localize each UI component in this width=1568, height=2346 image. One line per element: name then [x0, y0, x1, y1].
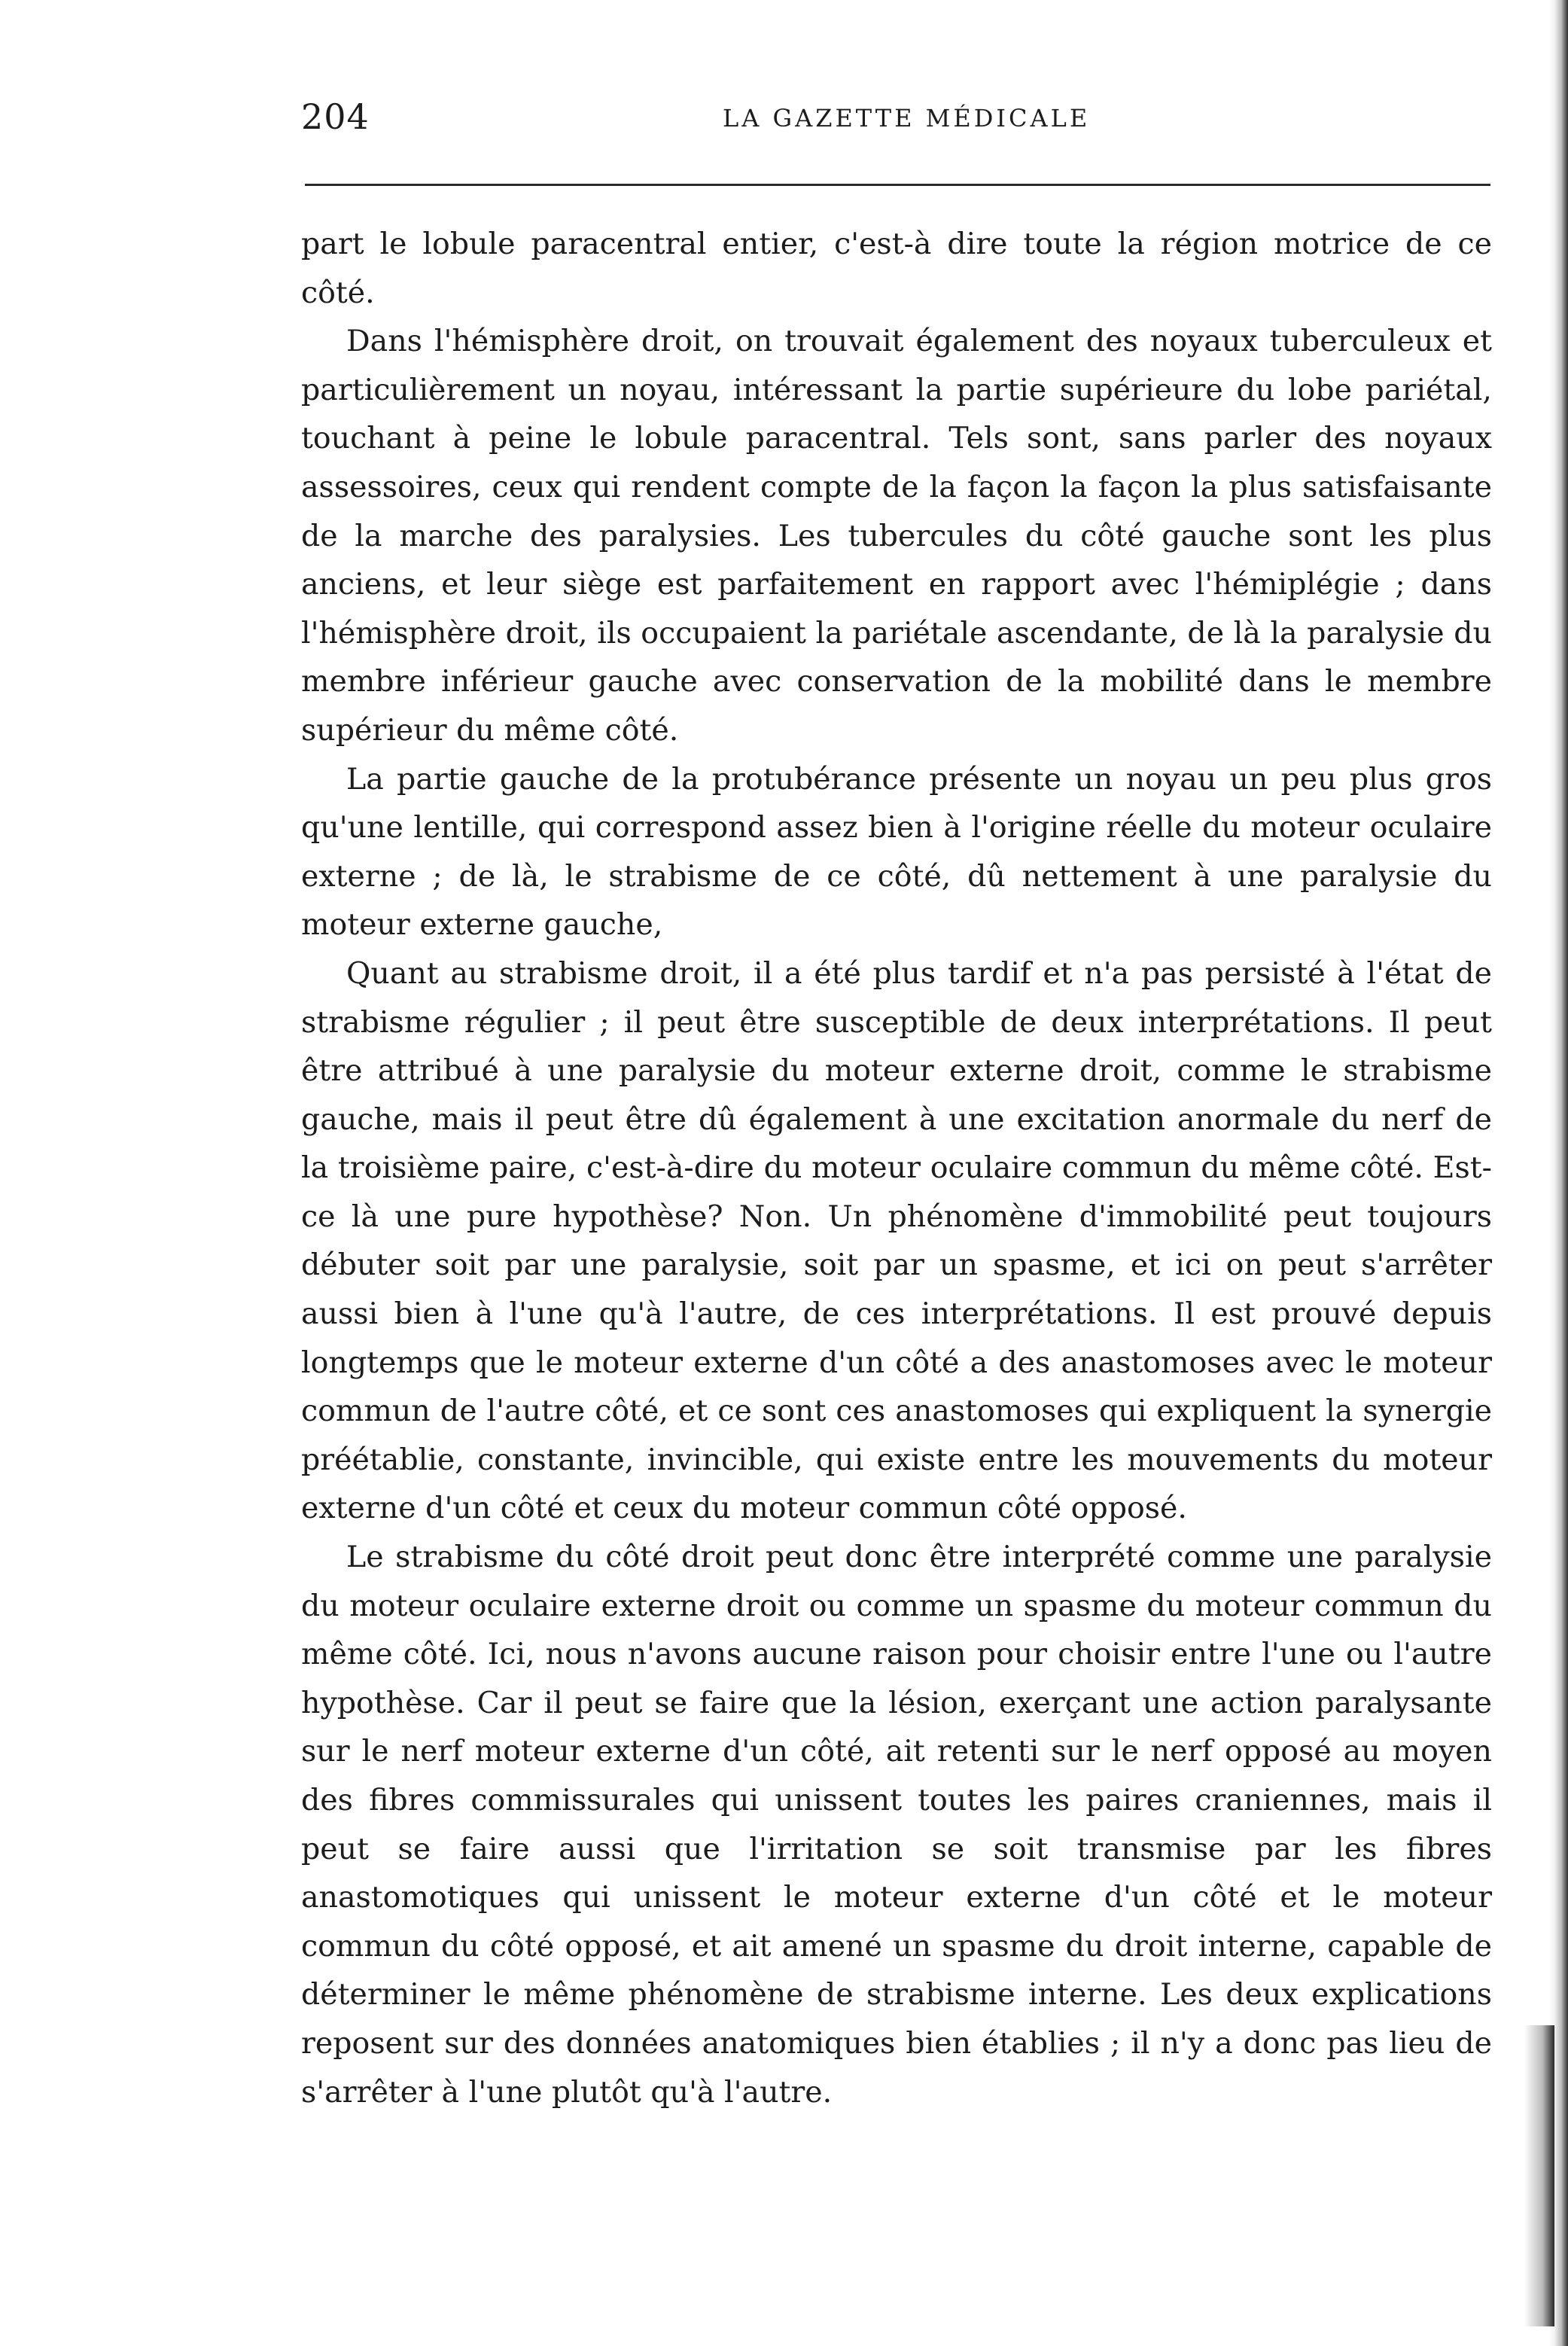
body-text: [301, 220, 1492, 2116]
header-rule: [305, 184, 1490, 186]
page-edge-shadow: [1548, 0, 1568, 2346]
running-title: LA GAZETTE MÉDICALE: [723, 104, 1091, 133]
page-header: [301, 96, 1490, 149]
paragraph-2: Dans l'hémisphère droit, on trouvait également des noyaux tuberculeux et particulièrement un noyau, intéressant la partie supérieure du lobe pariétal, touchant à peine le lobule paracentral. Tels sont, sans parler des noyaux assessoires, ceux qui rendent compte de la façon la façon la plus satisfaisante de la marche des paralysies. Les tubercules du côté gauche sont les plus anciens, et leur siège est parfaitement en rapport avec l'hémiplégie ; dans l'hémisphère droit, ils occupaient la pariétale ascendante, de là la paralysie du membre inférieur gauche avec conservation de la mobilité dans le membre supérieur du même côté.: [301, 324, 1492, 748]
page-edge-mark: [1524, 2025, 1554, 2326]
paragraph-4: Quant au strabisme droit, il a été plus tardif et n'a pas persisté à l'état de strabisme régulier ; il peut être susceptible de deux interprétations. Il peut être attribué à une paralysie du moteur externe droit, comme le strabisme gauche, mais il peut être dû également à une excitation anormale du nerf de la troisième paire, c'est-à-dire du moteur oculaire commun du même côté. Est-ce là une pure hypothèse? Non. Un phénomène d'immobilité peut toujours débuter soit par une paralysie, soit par un spasme, et ici on peut s'arrêter aussi bien à l'une qu'à l'autre, de ces interprétations. Il est prouvé depuis longtemps que le moteur externe d'un côté a des anastomoses avec le moteur commun de l'autre côté, et ce sont ces anastomoses qui expliquent la synergie préétablie, constante, invincible, qui existe entre les mouvements du moteur externe d'un côté et ceux du moteur commun côté opposé.: [301, 955, 1492, 1526]
paragraph-3: La partie gauche de la protubérance présente un noyau un peu plus gros qu'une lentille, qui correspond assez bien à l'origine réelle du moteur oculaire externe ; de là, le strabisme de ce côté, dû nettement à une paralysie du moteur externe gauche,: [301, 761, 1492, 943]
paragraph-5: Le strabisme du côté droit peut donc être interprété comme une paralysie du moteur oculaire externe droit ou comme un spasme du moteur commun du même côté. Ici, nous n'avons aucune raison pour choisir entre l'une ou l'autre hypothèse. Car il peut se faire que la lésion, exerçant une action paralysante sur le nerf moteur externe d'un côté, ait retenti sur le nerf opposé au moyen des fibres commissurales qui unissent toutes les paires craniennes, mais il peut se faire aussi que l'irritation se soit transmise par les fibres anastomotiques qui unissent le moteur externe d'un côté et le moteur commun du côté opposé, et ait amené un spasme du droit interne, capable de déterminer le même phénomène de strabisme interne. Les deux explications reposent sur des données anatomiques bien établies ; il n'y a donc pas lieu de s'arrêter à l'une plutôt qu'à l'autre.: [301, 1540, 1492, 2110]
paragraph-1: part le lobule paracentral entier, c'est-à dire toute la région motrice de ce côté.: [301, 227, 1492, 310]
page-number: 204: [301, 96, 370, 137]
